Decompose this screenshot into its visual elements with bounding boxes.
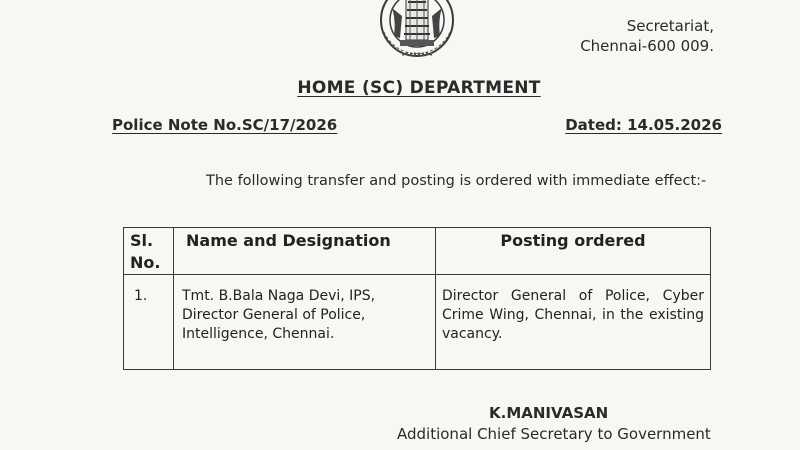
row-sl-no: 1. (124, 275, 174, 370)
row-name-designation: Tmt. B.Bala Naga Devi, IPS, Director General of Police, Intelligence, Chennai. (174, 275, 436, 370)
order-statement: The following transfer and posting is ordered with immediate effect:- (206, 173, 707, 189)
signatory-name: K.MANIVASAN (489, 404, 609, 422)
table-header-row (124, 228, 711, 275)
header-sl-no: Sl. No. (124, 228, 174, 275)
header-name-designation: Name and Designation (174, 228, 436, 275)
row-posting-ordered: Director General of Police, Cyber Crime Wing, Chennai, in the existing vacancy. (436, 275, 711, 370)
address-line-2: Chennai-600 009. (580, 37, 714, 55)
table-row (124, 275, 711, 370)
header-posting-ordered: Posting ordered (436, 228, 711, 275)
police-note-number: Police Note No.SC/17/2026 (112, 116, 338, 134)
signatory-title: Additional Chief Secretary to Government (397, 425, 711, 443)
state-emblem-icon (372, 0, 462, 64)
address-line-1: Secretariat, (626, 17, 714, 35)
note-date: Dated: 14.05.2026 (565, 116, 722, 134)
department-title: HOME (SC) DEPARTMENT (297, 78, 541, 98)
transfer-table (123, 227, 711, 370)
secretariat-address (580, 16, 714, 56)
